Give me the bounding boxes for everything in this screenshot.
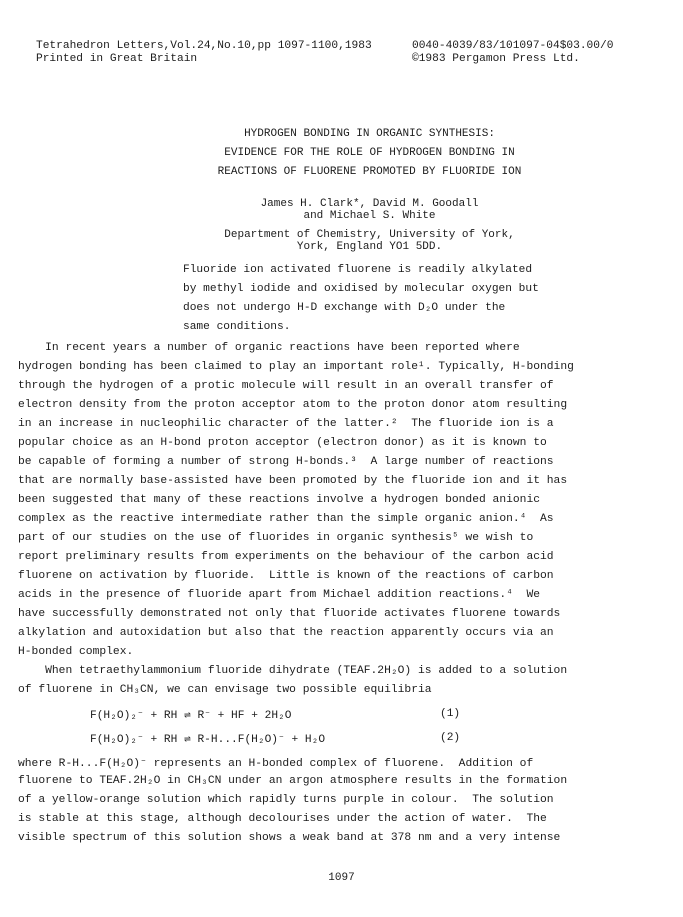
body-line: where R-H...F(H₂O)⁻ represents an H-bonded complex of fluorene. Addition of (18, 758, 534, 770)
body-line: In recent years a number of organic reactions have been reported where (18, 342, 520, 354)
affiliation-line-1: Department of Chemistry, University of York, (224, 229, 515, 241)
equation-2: F(H₂O)₂⁻ + RH ⇌ R-H...F(H₂O)⁻ + H₂O (90, 734, 326, 746)
title-line-2: EVIDENCE FOR THE ROLE OF HYDROGEN BONDING IN (224, 147, 515, 159)
body-line: electron density from the proton acceptor atom to the proton donor atom resulting (18, 399, 568, 411)
body-line: that are normally base-assisted have been promoted by the fluoride ion and it has (18, 475, 568, 487)
body-line: through the hydrogen of a protic molecule will result in an overall transfer of (18, 380, 554, 392)
equation-1: F(H₂O)₂⁻ + RH ⇌ R⁻ + HF + 2H₂O (90, 710, 292, 722)
body-line: visible spectrum of this solution shows a weak band at 378 nm and a very intense (18, 832, 561, 844)
abstract-line-4: same conditions. (183, 321, 291, 333)
abstract-line-2: by methyl iodide and oxidised by molecular oxygen but (183, 283, 539, 295)
body-line: be capable of forming a number of strong H-bonds.³ A large number of reactions (18, 456, 554, 468)
title-line-3: REACTIONS OF FLUORENE PROMOTED BY FLUORIDE ION (217, 166, 522, 178)
equation-2-number: (2) (440, 732, 461, 744)
body-line: popular choice as an H-bond proton acceptor (electron donor) as it is known to (18, 437, 547, 449)
printed-in: Printed in Great Britain (36, 53, 198, 65)
body-line: in an increase in nucleophilic character of the latter.² The fluoride ion is a (18, 418, 554, 430)
body-line: report preliminary results from experiments on the behaviour of the carbon acid (18, 551, 554, 563)
authors-line-1: James H. Clark*, David M. Goodall (260, 198, 479, 210)
page-number: 1097 (328, 872, 355, 884)
authors-line-2: and Michael S. White (303, 210, 436, 222)
body-line: of fluorene in CH₃CN, we can envisage two possible equilibria (18, 684, 432, 696)
body-line: When tetraethylammonium fluoride dihydrate (TEAF.2H₂O) is added to a solution (18, 665, 568, 677)
journal-citation: Tetrahedron Letters,Vol.24,No.10,pp 1097-1100,1983 (36, 40, 372, 52)
equation-1-number: (1) (440, 708, 461, 720)
body-line: fluorene on activation by fluoride. Little is known of the reactions of carbon (18, 570, 554, 582)
abstract-line-1: Fluoride ion activated fluorene is readily alkylated (183, 264, 533, 276)
title-line-1: HYDROGEN BONDING IN ORGANIC SYNTHESIS: (244, 128, 495, 140)
affiliation-line-2: York, England YO1 5DD. (296, 241, 443, 253)
body-line: is stable at this stage, although decolourises under the action of water. The (18, 813, 547, 825)
article-code: 0040-4039/83/101097-04$03.00/0 (412, 40, 614, 52)
body-line: complex as the reactive intermediate rather than the simple organic anion.⁴ As (18, 513, 554, 525)
body-line: acids in the presence of fluoride apart from Michael addition reactions.⁴ We (18, 589, 541, 601)
copyright: ©1983 Pergamon Press Ltd. (412, 53, 580, 65)
body-line: H-bonded complex. (18, 646, 134, 658)
body-line: have successfully demonstrated not only that fluoride activates fluorene towards (18, 608, 561, 620)
body-line: alkylation and autoxidation but also that the reaction apparently occurs via an (18, 627, 554, 639)
abstract-line-3: does not undergo H-D exchange with D₂O under the (183, 302, 506, 314)
body-line: fluorene to TEAF.2H₂O in CH₃CN under an argon atmosphere results in the formation (18, 775, 568, 787)
body-line: part of our studies on the use of fluorides in organic synthesis⁵ we wish to (18, 532, 534, 544)
body-line: of a yellow-orange solution which rapidly turns purple in colour. The solution (18, 794, 554, 806)
body-line: hydrogen bonding has been claimed to play an important role¹. Typically, H-bonding (18, 361, 574, 373)
body-line: been suggested that many of these reactions involve a hydrogen bonded anionic (18, 494, 541, 506)
